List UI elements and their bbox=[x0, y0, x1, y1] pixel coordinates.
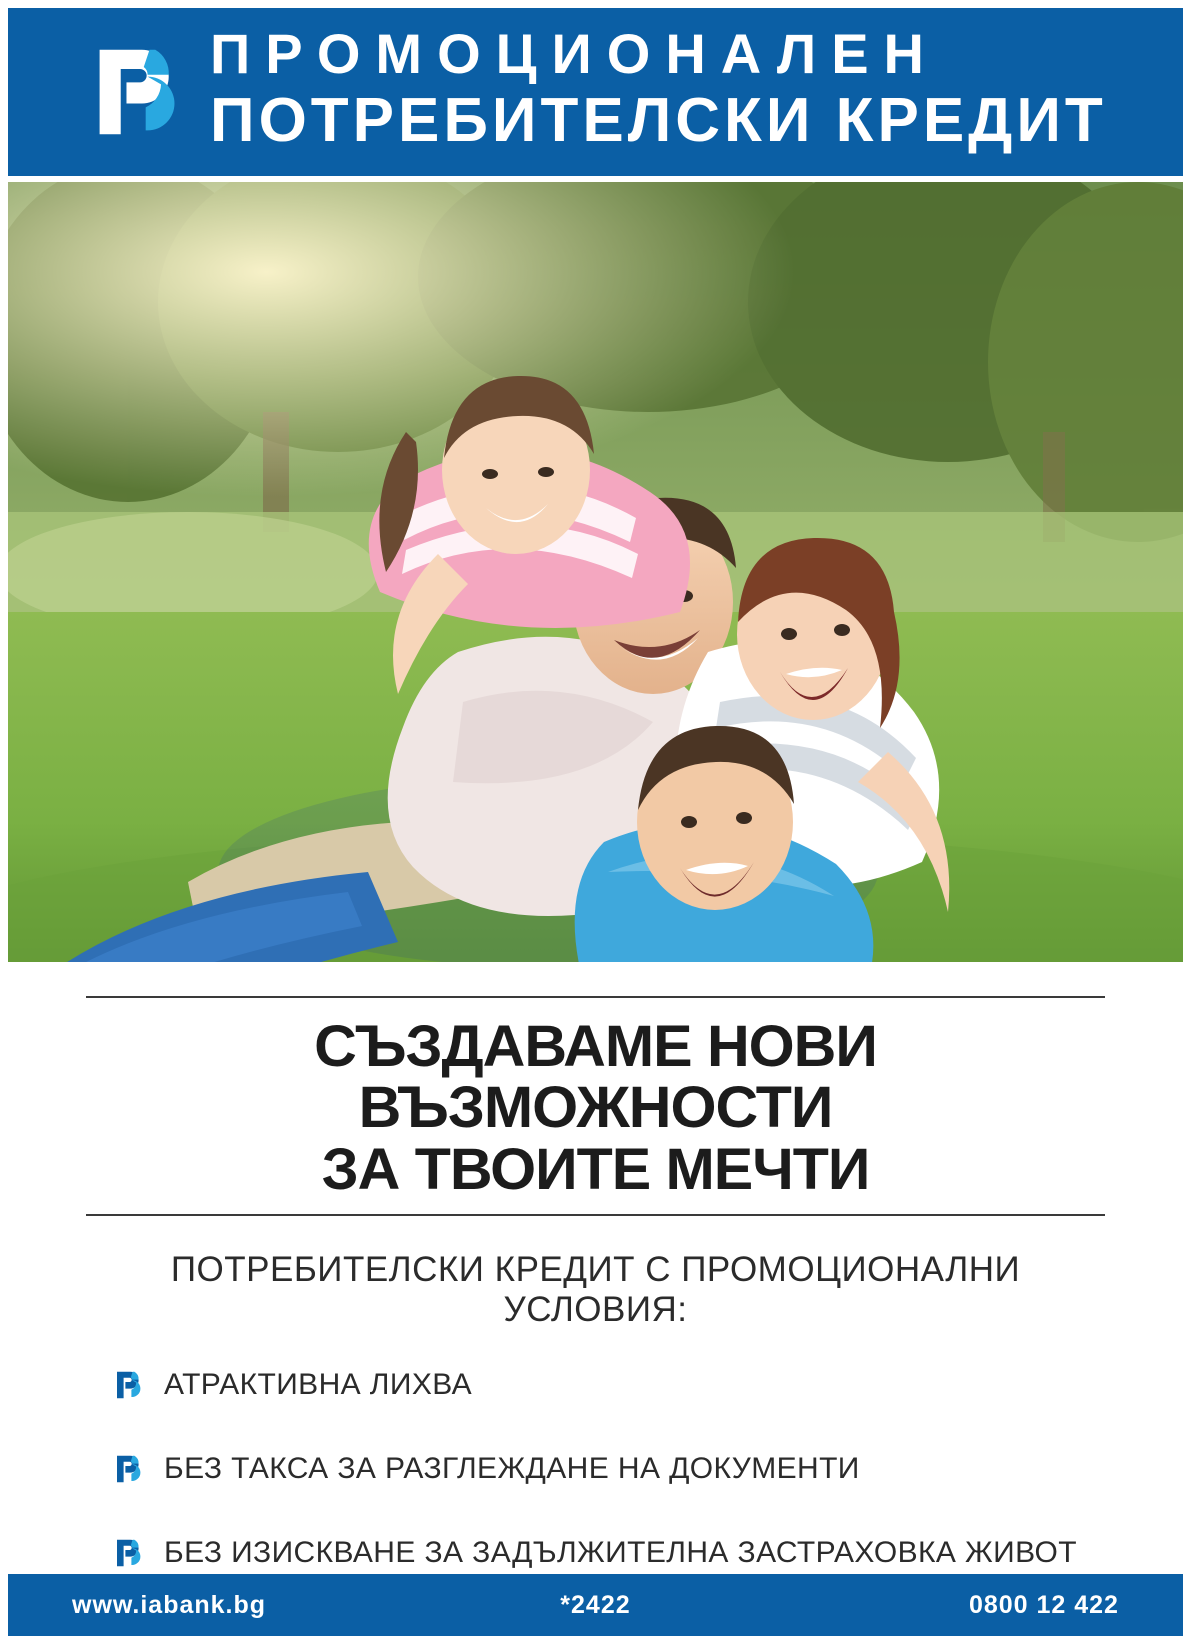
subheadline: ПОТРЕБИТЕЛСКИ КРЕДИТ С ПРОМОЦИОНАЛНИ УСЛОВИЯ: bbox=[170, 1250, 1021, 1330]
header-title-line1: ПРОМОЦИОНАЛЕН bbox=[210, 22, 939, 86]
header-title-line2: ПОТРЕБИТЕЛСКИ КРЕДИТ bbox=[210, 86, 1107, 156]
bullet-logo-icon bbox=[114, 1454, 144, 1484]
list-item-label: БЕЗ ИЗИСКВАНЕ ЗА ЗАДЪЛЖИТЕЛНА ЗАСТРАХОВКА ЖИВОТ bbox=[164, 1536, 1077, 1570]
bullet-logo-icon bbox=[114, 1370, 144, 1400]
footer-website[interactable]: www.iabank.bg bbox=[72, 1590, 267, 1619]
list-item bbox=[114, 1452, 1105, 1486]
list-item-label: БЕЗ ТАКСА ЗА РАЗГЛЕЖДАНЕ НА ДОКУМЕНТИ bbox=[164, 1452, 860, 1486]
footer-phone[interactable]: 0800 12 422 bbox=[968, 1590, 1119, 1619]
headline-line1: СЪЗДАВАМЕ НОВИ ВЪЗМОЖНОСТИ bbox=[314, 1014, 877, 1141]
header-titles bbox=[210, 22, 1107, 156]
header-banner bbox=[8, 8, 1183, 176]
benefits-list bbox=[86, 1368, 1105, 1570]
footer-short-number[interactable]: *2422 bbox=[560, 1590, 631, 1619]
list-item-label: АТРАКТИВНА ЛИХВА bbox=[164, 1368, 473, 1402]
bullet-logo-icon bbox=[114, 1538, 144, 1568]
list-item bbox=[114, 1536, 1105, 1570]
hero-photo bbox=[8, 182, 1183, 962]
headline-line2: ЗА ТВОИТЕ МЕЧТИ bbox=[321, 1136, 870, 1202]
page-title bbox=[76, 998, 1115, 1214]
footer-bar bbox=[8, 1574, 1183, 1636]
list-item bbox=[114, 1368, 1105, 1402]
iabank-logo-icon bbox=[90, 44, 186, 140]
main-content bbox=[0, 962, 1191, 1644]
